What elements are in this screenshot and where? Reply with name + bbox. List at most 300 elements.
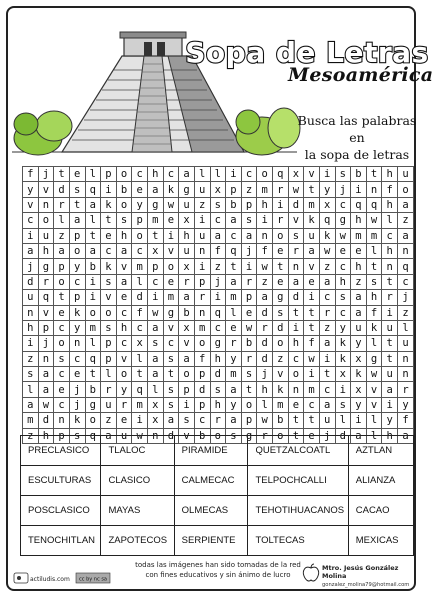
- grid-cell[interactable]: b: [179, 305, 195, 320]
- grid-cell[interactable]: u: [101, 397, 117, 412]
- grid-cell[interactable]: p: [226, 182, 242, 197]
- grid-cell[interactable]: r: [319, 305, 335, 320]
- grid-cell[interactable]: g: [273, 290, 289, 305]
- grid-cell[interactable]: a: [241, 228, 257, 243]
- grid-cell[interactable]: d: [257, 305, 273, 320]
- grid-cell[interactable]: l: [398, 320, 414, 335]
- grid-cell[interactable]: p: [194, 367, 210, 382]
- grid-cell[interactable]: s: [288, 228, 304, 243]
- grid-cell[interactable]: i: [23, 336, 39, 351]
- grid-cell[interactable]: z: [398, 305, 414, 320]
- grid-cell[interactable]: j: [319, 428, 335, 443]
- grid-cell[interactable]: d: [23, 274, 39, 289]
- grid-cell[interactable]: v: [116, 351, 132, 366]
- grid-cell[interactable]: p: [69, 228, 85, 243]
- grid-cell[interactable]: s: [116, 213, 132, 228]
- grid-cell[interactable]: o: [116, 367, 132, 382]
- grid-cell[interactable]: v: [101, 290, 117, 305]
- grid-cell[interactable]: f: [304, 336, 320, 351]
- grid-cell[interactable]: c: [335, 305, 351, 320]
- grid-cell[interactable]: j: [335, 182, 351, 197]
- grid-cell[interactable]: d: [163, 428, 179, 443]
- grid-cell[interactable]: h: [257, 382, 273, 397]
- grid-cell[interactable]: v: [38, 182, 54, 197]
- grid-cell[interactable]: a: [351, 290, 367, 305]
- grid-cell[interactable]: t: [304, 305, 320, 320]
- grid-cell[interactable]: e: [101, 228, 117, 243]
- grid-cell[interactable]: x: [148, 243, 164, 258]
- grid-cell[interactable]: f: [366, 305, 382, 320]
- grid-cell[interactable]: u: [38, 228, 54, 243]
- grid-cell[interactable]: t: [226, 259, 242, 274]
- grid-cell[interactable]: z: [273, 351, 289, 366]
- grid-cell[interactable]: i: [132, 413, 148, 428]
- grid-cell[interactable]: l: [366, 336, 382, 351]
- grid-cell[interactable]: h: [382, 243, 398, 258]
- grid-cell[interactable]: y: [69, 259, 85, 274]
- grid-cell[interactable]: k: [69, 413, 85, 428]
- grid-cell[interactable]: e: [304, 428, 320, 443]
- grid-cell[interactable]: c: [226, 228, 242, 243]
- grid-cell[interactable]: e: [116, 413, 132, 428]
- grid-cell[interactable]: r: [194, 290, 210, 305]
- grid-cell[interactable]: a: [319, 336, 335, 351]
- grid-cell[interactable]: e: [69, 367, 85, 382]
- grid-cell[interactable]: r: [382, 290, 398, 305]
- grid-cell[interactable]: g: [241, 428, 257, 443]
- grid-cell[interactable]: j: [23, 259, 39, 274]
- grid-cell[interactable]: c: [69, 351, 85, 366]
- grid-cell[interactable]: h: [38, 428, 54, 443]
- grid-cell[interactable]: w: [148, 305, 164, 320]
- grid-cell[interactable]: l: [132, 351, 148, 366]
- grid-cell[interactable]: k: [101, 259, 117, 274]
- grid-cell[interactable]: l: [194, 167, 210, 182]
- grid-cell[interactable]: k: [366, 320, 382, 335]
- grid-cell[interactable]: a: [38, 382, 54, 397]
- grid-cell[interactable]: l: [148, 382, 164, 397]
- grid-cell[interactable]: w: [257, 413, 273, 428]
- grid-cell[interactable]: l: [54, 213, 70, 228]
- grid-cell[interactable]: a: [179, 167, 195, 182]
- grid-cell[interactable]: s: [335, 167, 351, 182]
- grid-cell[interactable]: l: [85, 336, 101, 351]
- grid-cell[interactable]: s: [179, 413, 195, 428]
- grid-cell[interactable]: i: [194, 213, 210, 228]
- grid-cell[interactable]: v: [179, 428, 195, 443]
- grid-cell[interactable]: w: [38, 397, 54, 412]
- grid-cell[interactable]: s: [101, 274, 117, 289]
- grid-cell[interactable]: w: [241, 320, 257, 335]
- grid-cell[interactable]: h: [351, 213, 367, 228]
- grid-cell[interactable]: o: [257, 167, 273, 182]
- grid-cell[interactable]: r: [179, 274, 195, 289]
- grid-cell[interactable]: t: [382, 351, 398, 366]
- grid-cell[interactable]: z: [23, 428, 39, 443]
- grid-cell[interactable]: l: [366, 428, 382, 443]
- grid-cell[interactable]: k: [273, 382, 289, 397]
- grid-cell[interactable]: x: [351, 351, 367, 366]
- grid-cell[interactable]: c: [23, 213, 39, 228]
- grid-cell[interactable]: l: [85, 213, 101, 228]
- grid-cell[interactable]: t: [132, 367, 148, 382]
- grid-cell[interactable]: p: [54, 428, 70, 443]
- grid-cell[interactable]: y: [351, 397, 367, 412]
- grid-cell[interactable]: u: [398, 167, 414, 182]
- grid-cell[interactable]: m: [163, 290, 179, 305]
- grid-cell[interactable]: d: [257, 351, 273, 366]
- grid-cell[interactable]: c: [132, 320, 148, 335]
- grid-cell[interactable]: a: [148, 351, 164, 366]
- grid-cell[interactable]: d: [54, 182, 70, 197]
- grid-cell[interactable]: h: [257, 197, 273, 212]
- grid-cell[interactable]: z: [194, 197, 210, 212]
- grid-cell[interactable]: n: [23, 305, 39, 320]
- grid-cell[interactable]: r: [288, 243, 304, 258]
- grid-cell[interactable]: s: [226, 428, 242, 443]
- grid-cell[interactable]: i: [382, 305, 398, 320]
- grid-cell[interactable]: b: [241, 336, 257, 351]
- grid-cell[interactable]: z: [351, 274, 367, 289]
- grid-cell[interactable]: y: [116, 382, 132, 397]
- grid-cell[interactable]: e: [54, 382, 70, 397]
- grid-cell[interactable]: s: [23, 367, 39, 382]
- grid-cell[interactable]: m: [273, 397, 289, 412]
- grid-cell[interactable]: n: [288, 259, 304, 274]
- grid-cell[interactable]: q: [351, 197, 367, 212]
- grid-cell[interactable]: r: [210, 413, 226, 428]
- grid-cell[interactable]: r: [116, 397, 132, 412]
- grid-cell[interactable]: j: [38, 336, 54, 351]
- grid-cell[interactable]: f: [398, 413, 414, 428]
- grid-cell[interactable]: b: [273, 413, 289, 428]
- grid-cell[interactable]: p: [54, 259, 70, 274]
- grid-cell[interactable]: e: [241, 305, 257, 320]
- grid-cell[interactable]: j: [257, 367, 273, 382]
- grid-cell[interactable]: a: [148, 320, 164, 335]
- grid-cell[interactable]: l: [366, 413, 382, 428]
- grid-cell[interactable]: l: [335, 413, 351, 428]
- grid-cell[interactable]: x: [132, 336, 148, 351]
- grid-cell[interactable]: a: [226, 413, 242, 428]
- grid-cell[interactable]: t: [85, 367, 101, 382]
- grid-cell[interactable]: o: [116, 197, 132, 212]
- grid-cell[interactable]: d: [288, 197, 304, 212]
- grid-cell[interactable]: o: [163, 259, 179, 274]
- grid-cell[interactable]: c: [319, 382, 335, 397]
- grid-cell[interactable]: m: [304, 197, 320, 212]
- grid-cell[interactable]: n: [288, 382, 304, 397]
- grid-cell[interactable]: t: [273, 259, 289, 274]
- grid-cell[interactable]: c: [116, 305, 132, 320]
- grid-cell[interactable]: m: [366, 228, 382, 243]
- grid-cell[interactable]: o: [101, 305, 117, 320]
- grid-cell[interactable]: n: [38, 197, 54, 212]
- grid-cell[interactable]: b: [226, 197, 242, 212]
- grid-cell[interactable]: u: [194, 182, 210, 197]
- grid-cell[interactable]: s: [163, 397, 179, 412]
- grid-cell[interactable]: n: [398, 243, 414, 258]
- grid-cell[interactable]: y: [382, 413, 398, 428]
- grid-cell[interactable]: u: [319, 413, 335, 428]
- grid-cell[interactable]: e: [54, 305, 70, 320]
- grid-cell[interactable]: c: [116, 336, 132, 351]
- grid-cell[interactable]: k: [335, 351, 351, 366]
- grid-cell[interactable]: q: [226, 243, 242, 258]
- grid-cell[interactable]: v: [273, 367, 289, 382]
- grid-cell[interactable]: m: [226, 290, 242, 305]
- grid-cell[interactable]: x: [319, 197, 335, 212]
- grid-cell[interactable]: e: [273, 274, 289, 289]
- grid-cell[interactable]: i: [351, 413, 367, 428]
- grid-cell[interactable]: s: [210, 197, 226, 212]
- grid-cell[interactable]: t: [319, 367, 335, 382]
- grid-cell[interactable]: t: [163, 367, 179, 382]
- grid-cell[interactable]: m: [85, 320, 101, 335]
- grid-cell[interactable]: n: [366, 182, 382, 197]
- grid-cell[interactable]: u: [351, 320, 367, 335]
- grid-cell[interactable]: i: [163, 228, 179, 243]
- grid-cell[interactable]: p: [101, 336, 117, 351]
- grid-cell[interactable]: n: [38, 351, 54, 366]
- grid-cell[interactable]: r: [226, 336, 242, 351]
- grid-cell[interactable]: a: [101, 428, 117, 443]
- grid-cell[interactable]: m: [304, 382, 320, 397]
- grid-cell[interactable]: l: [366, 243, 382, 258]
- grid-cell[interactable]: o: [398, 182, 414, 197]
- grid-cell[interactable]: a: [85, 243, 101, 258]
- grid-cell[interactable]: a: [257, 290, 273, 305]
- grid-cell[interactable]: j: [69, 397, 85, 412]
- grid-cell[interactable]: v: [366, 397, 382, 412]
- grid-cell[interactable]: x: [335, 367, 351, 382]
- grid-cell[interactable]: s: [335, 397, 351, 412]
- grid-cell[interactable]: s: [101, 320, 117, 335]
- grid-cell[interactable]: q: [210, 305, 226, 320]
- grid-cell[interactable]: n: [194, 305, 210, 320]
- grid-cell[interactable]: j: [241, 243, 257, 258]
- grid-cell[interactable]: a: [319, 274, 335, 289]
- grid-cell[interactable]: c: [101, 243, 117, 258]
- grid-cell[interactable]: b: [351, 167, 367, 182]
- grid-cell[interactable]: v: [23, 197, 39, 212]
- grid-cell[interactable]: h: [179, 228, 195, 243]
- grid-cell[interactable]: e: [335, 243, 351, 258]
- grid-cell[interactable]: s: [69, 182, 85, 197]
- grid-cell[interactable]: h: [382, 428, 398, 443]
- grid-cell[interactable]: s: [163, 351, 179, 366]
- grid-cell[interactable]: n: [54, 413, 70, 428]
- grid-cell[interactable]: a: [54, 243, 70, 258]
- grid-cell[interactable]: t: [304, 413, 320, 428]
- grid-cell[interactable]: y: [319, 182, 335, 197]
- grid-cell[interactable]: o: [288, 367, 304, 382]
- grid-cell[interactable]: p: [241, 413, 257, 428]
- grid-cell[interactable]: j: [38, 167, 54, 182]
- grid-cell[interactable]: h: [366, 290, 382, 305]
- grid-cell[interactable]: f: [257, 243, 273, 258]
- grid-cell[interactable]: x: [210, 182, 226, 197]
- grid-cell[interactable]: x: [351, 382, 367, 397]
- grid-cell[interactable]: n: [382, 259, 398, 274]
- grid-cell[interactable]: o: [273, 228, 289, 243]
- grid-cell[interactable]: m: [351, 228, 367, 243]
- grid-cell[interactable]: h: [116, 228, 132, 243]
- grid-cell[interactable]: a: [351, 428, 367, 443]
- grid-cell[interactable]: q: [85, 182, 101, 197]
- grid-cell[interactable]: s: [210, 382, 226, 397]
- grid-cell[interactable]: p: [241, 290, 257, 305]
- grid-cell[interactable]: l: [132, 274, 148, 289]
- grid-cell[interactable]: r: [54, 197, 70, 212]
- grid-cell[interactable]: t: [69, 197, 85, 212]
- grid-cell[interactable]: o: [132, 228, 148, 243]
- grid-cell[interactable]: p: [148, 259, 164, 274]
- grid-cell[interactable]: x: [179, 259, 195, 274]
- grid-cell[interactable]: t: [382, 274, 398, 289]
- grid-cell[interactable]: d: [288, 290, 304, 305]
- grid-cell[interactable]: h: [116, 320, 132, 335]
- grid-cell[interactable]: o: [194, 336, 210, 351]
- grid-cell[interactable]: j: [210, 274, 226, 289]
- grid-cell[interactable]: c: [382, 228, 398, 243]
- grid-cell[interactable]: x: [179, 213, 195, 228]
- grid-cell[interactable]: z: [241, 182, 257, 197]
- grid-cell[interactable]: a: [116, 243, 132, 258]
- grid-cell[interactable]: z: [210, 259, 226, 274]
- grid-cell[interactable]: r: [398, 382, 414, 397]
- grid-cell[interactable]: w: [366, 213, 382, 228]
- grid-cell[interactable]: a: [23, 397, 39, 412]
- grid-cell[interactable]: n: [148, 428, 164, 443]
- grid-cell[interactable]: g: [210, 336, 226, 351]
- grid-cell[interactable]: f: [210, 243, 226, 258]
- grid-cell[interactable]: i: [319, 351, 335, 366]
- grid-cell[interactable]: o: [210, 428, 226, 443]
- grid-cell[interactable]: t: [54, 290, 70, 305]
- grid-cell[interactable]: v: [288, 213, 304, 228]
- grid-cell[interactable]: w: [319, 243, 335, 258]
- grid-cell[interactable]: i: [273, 197, 289, 212]
- grid-cell[interactable]: m: [23, 413, 39, 428]
- grid-cell[interactable]: q: [85, 428, 101, 443]
- grid-cell[interactable]: b: [85, 259, 101, 274]
- grid-cell[interactable]: k: [304, 213, 320, 228]
- grid-cell[interactable]: i: [304, 367, 320, 382]
- grid-cell[interactable]: s: [273, 305, 289, 320]
- grid-cell[interactable]: u: [116, 428, 132, 443]
- grid-cell[interactable]: q: [38, 290, 54, 305]
- grid-cell[interactable]: g: [38, 259, 54, 274]
- grid-cell[interactable]: h: [288, 336, 304, 351]
- grid-cell[interactable]: s: [54, 351, 70, 366]
- grid-cell[interactable]: y: [226, 351, 242, 366]
- grid-cell[interactable]: i: [148, 290, 164, 305]
- grid-cell[interactable]: c: [210, 213, 226, 228]
- grid-cell[interactable]: l: [23, 382, 39, 397]
- grid-cell[interactable]: i: [179, 397, 195, 412]
- grid-cell[interactable]: g: [366, 351, 382, 366]
- grid-cell[interactable]: a: [148, 182, 164, 197]
- grid-cell[interactable]: r: [273, 213, 289, 228]
- grid-cell[interactable]: y: [398, 397, 414, 412]
- grid-cell[interactable]: e: [163, 213, 179, 228]
- grid-cell[interactable]: i: [23, 228, 39, 243]
- grid-cell[interactable]: r: [257, 428, 273, 443]
- grid-cell[interactable]: c: [319, 290, 335, 305]
- grid-cell[interactable]: a: [38, 367, 54, 382]
- grid-cell[interactable]: k: [101, 197, 117, 212]
- grid-cell[interactable]: a: [226, 382, 242, 397]
- grid-cell[interactable]: a: [179, 351, 195, 366]
- grid-cell[interactable]: p: [241, 197, 257, 212]
- grid-cell[interactable]: a: [398, 228, 414, 243]
- grid-cell[interactable]: h: [210, 397, 226, 412]
- grid-cell[interactable]: m: [194, 320, 210, 335]
- grid-cell[interactable]: l: [210, 167, 226, 182]
- grid-cell[interactable]: m: [148, 213, 164, 228]
- grid-cell[interactable]: z: [319, 320, 335, 335]
- grid-cell[interactable]: a: [210, 228, 226, 243]
- grid-cell[interactable]: w: [288, 182, 304, 197]
- grid-cell[interactable]: h: [335, 274, 351, 289]
- grid-cell[interactable]: a: [398, 428, 414, 443]
- grid-cell[interactable]: v: [116, 259, 132, 274]
- grid-cell[interactable]: e: [288, 397, 304, 412]
- grid-cell[interactable]: g: [335, 213, 351, 228]
- grid-cell[interactable]: s: [366, 274, 382, 289]
- grid-cell[interactable]: g: [148, 197, 164, 212]
- grid-cell[interactable]: f: [382, 182, 398, 197]
- grid-cell[interactable]: n: [194, 243, 210, 258]
- grid-cell[interactable]: v: [179, 336, 195, 351]
- grid-cell[interactable]: t: [366, 167, 382, 182]
- grid-cell[interactable]: d: [194, 382, 210, 397]
- grid-cell[interactable]: g: [179, 182, 195, 197]
- grid-cell[interactable]: p: [69, 290, 85, 305]
- grid-cell[interactable]: s: [241, 367, 257, 382]
- grid-cell[interactable]: s: [148, 336, 164, 351]
- grid-cell[interactable]: u: [179, 243, 195, 258]
- grid-cell[interactable]: s: [163, 382, 179, 397]
- grid-cell[interactable]: w: [335, 228, 351, 243]
- grid-cell[interactable]: x: [179, 320, 195, 335]
- grid-cell[interactable]: t: [288, 305, 304, 320]
- grid-cell[interactable]: u: [382, 320, 398, 335]
- grid-cell[interactable]: c: [132, 167, 148, 182]
- grid-cell[interactable]: u: [304, 228, 320, 243]
- grid-cell[interactable]: w: [366, 367, 382, 382]
- grid-cell[interactable]: h: [38, 243, 54, 258]
- grid-cell[interactable]: x: [288, 167, 304, 182]
- grid-cell[interactable]: c: [54, 320, 70, 335]
- grid-cell[interactable]: f: [23, 167, 39, 182]
- grid-cell[interactable]: a: [116, 274, 132, 289]
- grid-cell[interactable]: y: [226, 397, 242, 412]
- grid-cell[interactable]: i: [319, 167, 335, 182]
- grid-cell[interactable]: l: [85, 167, 101, 182]
- grid-cell[interactable]: e: [226, 320, 242, 335]
- grid-cell[interactable]: c: [194, 413, 210, 428]
- grid-cell[interactable]: c: [54, 397, 70, 412]
- grid-cell[interactable]: d: [38, 413, 54, 428]
- grid-cell[interactable]: x: [148, 397, 164, 412]
- grid-cell[interactable]: t: [382, 336, 398, 351]
- grid-cell[interactable]: r: [257, 320, 273, 335]
- grid-cell[interactable]: p: [194, 274, 210, 289]
- grid-cell[interactable]: d: [132, 290, 148, 305]
- grid-cell[interactable]: m: [132, 397, 148, 412]
